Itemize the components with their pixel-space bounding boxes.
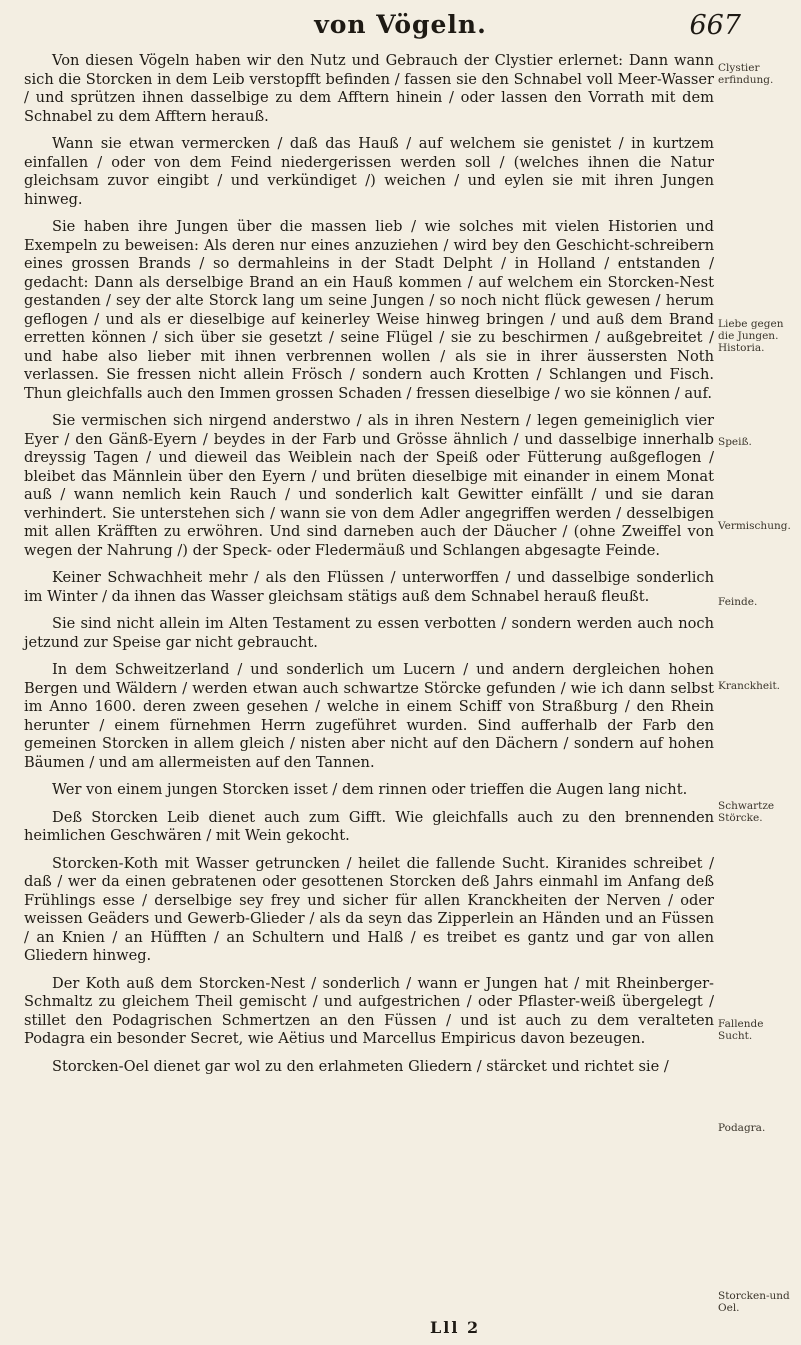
paragraph: Deß Storcken Leib dienet auch zum Gifft. Wie gleichfalls auch zu den brennenden heimlichen Geschwären / mit Wein gekocht. [24, 808, 714, 844]
paragraph: Sie sind nicht allein im Alten Testament zu essen verbotten / sondern werden auch noch jetzund zur Speise gar nicht gebraucht. [24, 615, 714, 651]
paragraph: In dem Schweitzerland / und sonderlich um Lucern / und andern dergleichen hohen Bergen und Wäldern / werden etwan auch schwartze Störcke gefunden / wie ich dann selbst im Anno 1600. deren zween gesehen / welche in einem Schiff von Straßburg / den Rhein herunter / einem fürnehmen Herrn zugeführet wurden. Sind aufferhalb der Farb den gemeinen Storcken in allem gleich / nisten aber nicht auf den Dächern / sondern auf hohen Bäumen / und am allermeisten auf den Tannen. [24, 661, 714, 771]
paragraph: Storcken-Oel dienet gar wol zu den erlahmeten Gliedern / stärcket und richtet sie / [52, 1057, 669, 1075]
paragraph: Sie vermischen sich nirgend anderstwo / als in ihren Nestern / legen gemeiniglich vier Eyer / den Gänß-Eyern / beydes in der Farb und Grösse ähnlich / und dasselbige innerhalb dreyssig Tagen / und dieweil das Weiblein nach der Speiß oder Fütterung außgeflogen / bleibet das Männlein über den Eyern / und brüten dieselbige mit einander in einem Monat auß / wann nemlich kein Rauch / und sonderlich kalt Gewitter einfällt / und sie daran verhindert. Sie unterstehen sich / wann sie von dem Adler angegriffen werden / desselbigen mit allen Kräfften zu erwöhren. Und sind darneben auch der Däucher / (ohne Zweiffel von wegen der Nahrung /) der Speck- oder Fledermäuß und Schlangen abgesagte Feinde. [24, 412, 714, 559]
marginal-note: Kranckheit. [718, 680, 781, 692]
paragraph: Sie haben ihre Jungen über die massen lieb / wie solches mit vielen Historien und Exempeln zu beweisen: Als deren nur eines anzuziehen / wird bey den Geschicht-schreibern eines grossen Brands / so dermahleins in der Stadt Delpht / in Holland / entstanden / gedacht: Dann als derselbige Brand an ein Hauß kommen / auf welchem ein Storcken-Nest gestanden / sey der alte Storck lang um seine Jungen / so noch nicht flück gewesen / herum geflogen / und als er dieselbige auf keinerley Weise hinweg bringen / und auß dem Brand erretten können / sich über sie gesetzt / seine Flügel / sie zu beschirmen / außgebreitet / und habe also lieber mit ihnen verbrennen wollen / als sie in ihrer äussersten Noth verlassen. Sie fressen nicht allein Frösch / sondern auch Krotten / Schlangen und Fisch. Thun gleichfalls auch den Immen grossen Schaden / fressen dieselbige / wo sie können / auf. [24, 218, 714, 402]
marginal-note: Liebe gegen die Jungen. Historia. [718, 318, 784, 354]
running-header [60, 8, 741, 48]
page-number: 667 [689, 10, 741, 41]
marginal-note: Fallende Sucht. [718, 1018, 764, 1042]
paragraph: Keiner Schwachheit mehr / als den Flüssen / unterworffen / und dasselbige sonderlich im Winter / da ihnen das Wasser gleichsam stätigs auß dem Schnabel herauß fleußt. [24, 569, 714, 605]
marginal-note: Feinde. [718, 596, 758, 608]
signature-mark: Lll 2 [430, 1318, 481, 1337]
marginal-note: Clystier erfindung. [718, 62, 774, 86]
paragraph: Wer von einem jungen Storcken isset / dem rinnen oder trieffen die Augen lang nicht. [52, 781, 688, 798]
paragraph: Der Koth auß dem Storcken-Nest / sonderlich / wann er Jungen hat / mit Rheinberger-Schmaltz zu gleichem Theil gemischt / und aufgestrichen / oder Pflaster-weiß übergelegt / stillet den Podagrischen Schmertzen an den Füssen / und ist auch zu dem veralteten Podagra ein besonder Secret, wie Aëtius und Marcellus Empiricus davon bezeugen. [24, 974, 714, 1047]
paragraph: Storcken-Koth mit Wasser getruncken / heilet die fallende Sucht. Kiranides schreibet / daß / wer da einen gebratenen oder gesottenen Storcken deß Jahrs einmahl im Anfang deß Frühlings esse / derselbige sey frey und sicher für allen Kranckheiten der Nerven / oder weissen Geäders und Gewerb-Glieder / als da seyn das Zipperlein an Händen und an Füssen / an Knien / an Hüfften / an Schultern und Halß / es treibet es gantz und gar von allen Gliedern hinweg. [24, 854, 714, 964]
marginal-note: Podagra. [718, 1122, 766, 1134]
text-body [24, 52, 714, 1085]
marginal-note: Speiß. [718, 436, 752, 448]
paragraph: Wann sie etwan vermercken / daß das Hauß / auf welchem sie genistet / in kurtzem einfallen / oder von dem Feind niedergerissen werden soll / (welches ihnen die Natur gleichsam zuvor eingibt / und verkündiget /) weichen / und eylen sie mit ihren Jungen hinweg. [24, 135, 714, 208]
marginal-note: Schwartze Störcke. [718, 800, 775, 824]
marginal-note: Vermischung. [718, 520, 791, 532]
running-title: von Vögeln. [314, 10, 487, 39]
marginal-note: Storcken-und Oel. [718, 1290, 790, 1314]
paragraph: Von diesen Vögeln haben wir den Nutz und Gebrauch der Clystier erlernet: Dann wann sich die Storcken in dem Leib verstopfft befinden / fassen sie den Schnabel voll Meer-Wasser / und sprützen ihnen dasselbige zu dem Afftern hinein / oder lassen den Vorrath mit dem Schnabel zu dem Afftern herauß. [24, 52, 714, 125]
